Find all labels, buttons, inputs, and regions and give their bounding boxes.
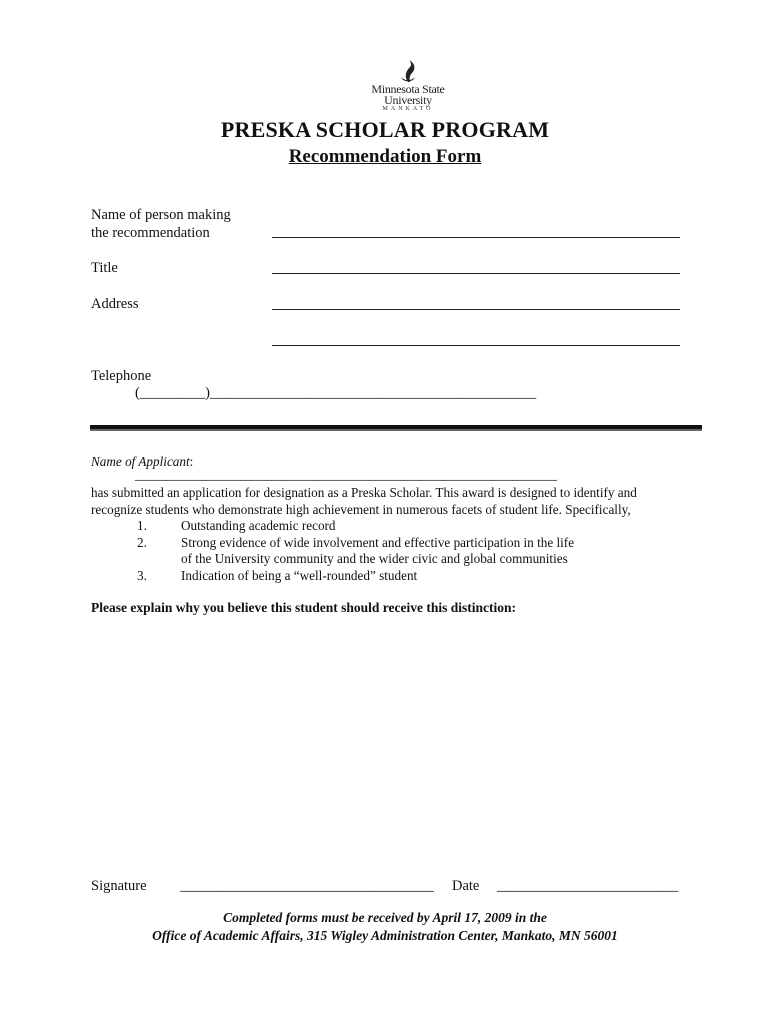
university-logo: [352, 58, 464, 120]
criteria-number: 3.: [137, 567, 147, 583]
criteria-number: 2.: [137, 534, 147, 550]
applicant-label-text: Name of Applicant: [91, 454, 190, 469]
closing-note-line1: Completed forms must be received by April 17, 2009 in the: [223, 910, 547, 925]
criteria-item-2: [91, 535, 691, 552]
criteria-item-2-continued: [91, 551, 691, 568]
recommender-name-label-line1: Name of person making: [91, 207, 231, 223]
criteria-text: Outstanding academic record: [181, 518, 336, 534]
signature-label: Signature: [91, 878, 147, 894]
criteria-text: of the University community and the wider civic and global communities: [181, 551, 568, 567]
criteria-item-3: [91, 568, 691, 585]
date-field[interactable]: _________________________: [497, 878, 679, 894]
recommender-name-label: [91, 206, 231, 242]
section-divider: [90, 425, 702, 431]
page-title: PRESKA SCHOLAR PROGRAM: [220, 117, 550, 142]
description-line2: recognize students who demonstrate high achievement in numerous facets of student life. Specifically,: [91, 501, 631, 517]
title-label: Title: [91, 260, 118, 276]
logo-name-line3: MANKATO: [382, 106, 434, 112]
signature-field[interactable]: ___________________________________: [180, 878, 434, 894]
logo-name-line2: University: [384, 93, 432, 107]
criteria-text: Strong evidence of wide involvement and effective participation in the life: [181, 534, 575, 550]
address-field-line2[interactable]: [272, 345, 680, 346]
torch-icon: [352, 58, 464, 84]
closing-note-line2: Office of Academic Affairs, 315 Wigley Administration Center, Mankato, MN 56001: [152, 928, 618, 943]
explanation-area[interactable]: [91, 625, 691, 865]
recommender-name-field[interactable]: [272, 237, 680, 238]
recommender-name-label-line2: the recommendation: [91, 225, 210, 241]
date-label: Date: [452, 878, 480, 894]
criteria-text: Indication of being a “well-rounded” student: [181, 567, 418, 583]
page-subtitle: Recommendation Form: [288, 146, 482, 167]
telephone-field[interactable]: (_________)_____________________________________________: [135, 385, 537, 401]
logo-name-line1: Minnesota State: [371, 82, 445, 96]
title-field[interactable]: [272, 273, 680, 274]
criteria-item-1: [91, 518, 691, 535]
applicant-name-field[interactable]: ________________________________________________________________: [135, 467, 557, 482]
explanation-prompt: Please explain why you believe this student should receive this distinction:: [91, 600, 517, 615]
criteria-number: 1.: [137, 518, 147, 534]
address-field-line1[interactable]: [272, 309, 680, 310]
award-description: [91, 485, 691, 585]
applicant-label-colon: :: [189, 454, 194, 469]
address-label: Address: [91, 296, 139, 312]
telephone-label: Telephone: [91, 368, 152, 384]
description-line1: has submitted an application for designation as a Preska Scholar. This award is designed to identify and: [91, 485, 637, 500]
